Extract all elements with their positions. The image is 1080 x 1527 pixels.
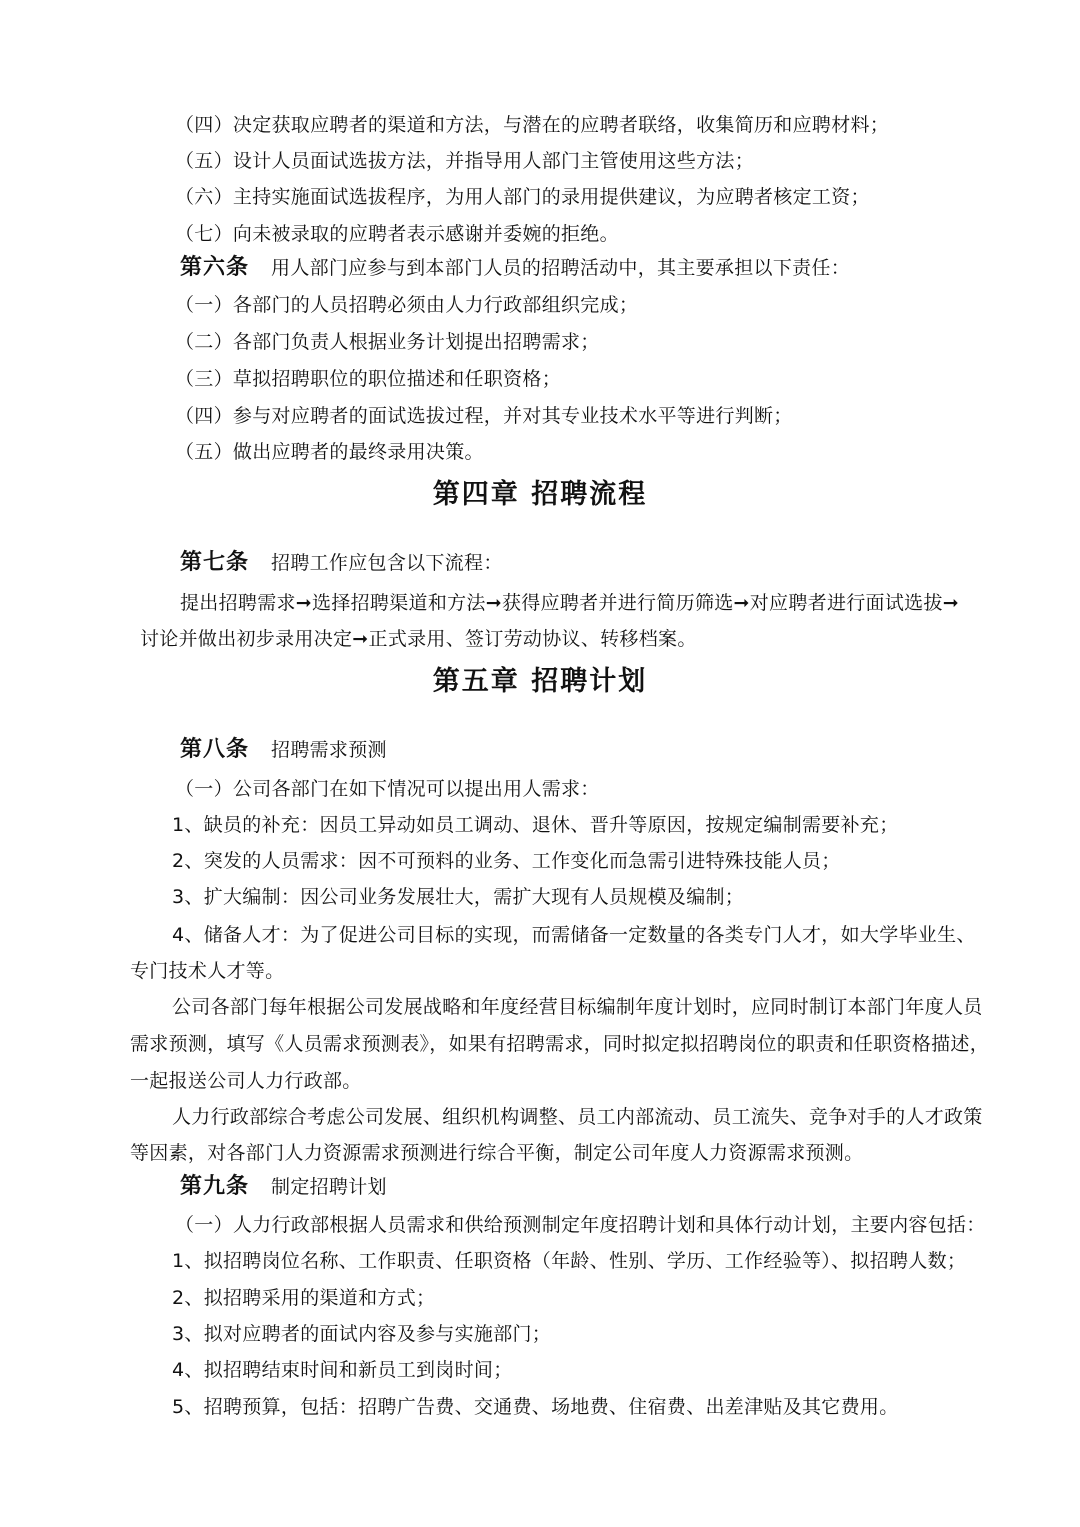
text-line: （五）设计人员面试选拔方法，并指导用人部门主管使用这些方法； [175, 150, 755, 172]
text-line: 2、突发的人员需求：因不可预料的业务、工作变化而急需引进特殊技能人员； [172, 850, 841, 872]
text-line: 人力行政部综合考虑公司发展、组织机构调整、员工内部流动、员工流失、竞争对手的人才政策 [172, 1106, 983, 1128]
article-7 [180, 550, 503, 576]
text-line: 2、拟招聘采用的渠道和方式； [172, 1287, 436, 1309]
chapter-heading: 第四章 招聘流程 [432, 479, 648, 510]
text-line: （五）做出应聘者的最终录用决策。 [175, 441, 484, 463]
article-9 [180, 1174, 387, 1200]
text-line: 1、缺员的补充：因员工异动如员工调动、退休、晋升等原因，按规定编制需要补充； [172, 814, 899, 836]
text-line: 提出招聘需求➞选择招聘渠道和方法➞获得应聘者并进行简历筛选➞对应聘者进行面试选拔➞ [180, 592, 959, 614]
text-line: （七）向未被录取的应聘者表示感谢并委婉的拒绝。 [175, 223, 619, 245]
text-line: 5、招聘预算，包括：招聘广告费、交通费、场地费、住宿费、出差津贴及其它费用。 [172, 1396, 899, 1418]
text-line: （三）草拟招聘职位的职位描述和任职资格； [175, 368, 562, 390]
article-title: 第六条 [180, 255, 250, 280]
article-6 [180, 255, 850, 281]
text-line: （四）决定获取应聘者的渠道和方法，与潜在的应聘者联络，收集简历和应聘材料； [175, 114, 890, 136]
article-text: 招聘工作应包含以下流程： [271, 552, 503, 574]
article-text: 用人部门应参与到本部门人员的招聘活动中，其主要承担以下责任： [271, 257, 851, 279]
article-8 [180, 737, 387, 763]
text-line: 讨论并做出初步录用决定➞正式录用、签订劳动协议、转移档案。 [140, 628, 697, 650]
article-text: 招聘需求预测 [271, 739, 387, 761]
text-line: （一）公司各部门在如下情况可以提出用人需求： [175, 778, 600, 800]
article-title: 第九条 [180, 1174, 250, 1199]
text-line: （一）各部门的人员招聘必须由人力行政部组织完成； [175, 294, 639, 316]
article-text: 制定招聘计划 [271, 1176, 387, 1198]
article-title: 第七条 [180, 550, 250, 575]
text-line: 1、拟招聘岗位名称、工作职责、任职资格（年龄、性别、学历、工作经验等）、拟招聘人数； [172, 1250, 967, 1272]
text-line: （六）主持实施面试选拔程序，为用人部门的录用提供建议，为应聘者核定工资； [175, 186, 870, 208]
text-line: （二）各部门负责人根据业务计划提出招聘需求； [175, 331, 600, 353]
text-line: 4、储备人才：为了促进公司目标的实现，而需储备一定数量的各类专门人才，如大学毕业生、 [172, 924, 976, 946]
text-line: （一）人力行政部根据人员需求和供给预测制定年度招聘计划和具体行动计划，主要内容包括： [175, 1214, 986, 1236]
text-line: 等因素，对各部门人力资源需求预测进行综合平衡，制定公司年度人力资源需求预测。 [130, 1142, 864, 1164]
article-title: 第八条 [180, 737, 250, 762]
text-line: 4、拟招聘结束时间和新员工到岗时间； [172, 1359, 513, 1381]
text-line: （四）参与对应聘者的面试选拔过程，并对其专业技术水平等进行判断； [175, 405, 793, 427]
text-line: 3、扩大编制：因公司业务发展壮大，需扩大现有人员规模及编制； [172, 886, 745, 908]
text-line: 公司各部门每年根据公司发展战略和年度经营目标编制年度计划时，应同时制订本部门年度人员 [172, 996, 983, 1018]
text-line: 3、拟对应聘者的面试内容及参与实施部门； [172, 1323, 552, 1345]
text-line: 需求预测，填写《人员需求预测表》，如果有招聘需求，同时拟定拟招聘岗位的职责和任职资格描述， [130, 1033, 990, 1055]
text-line: 专门技术人才等。 [130, 960, 285, 982]
text-line: 一起报送公司人力行政部。 [130, 1070, 362, 1092]
chapter-heading: 第五章 招聘计划 [432, 666, 648, 697]
